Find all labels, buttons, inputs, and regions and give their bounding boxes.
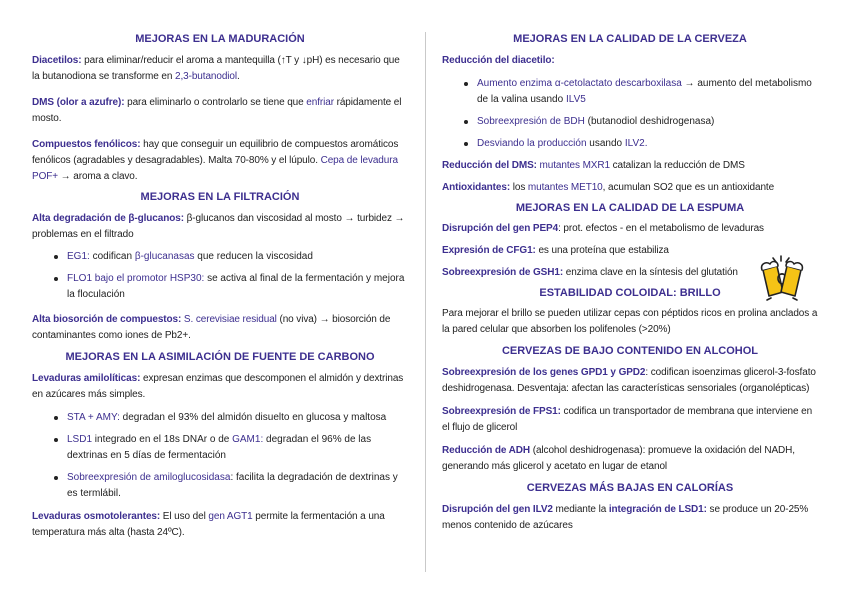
para-adh: Reducción de ADH (alcohol deshidrogenasa): promueve la oxidación del NADH, generando más glicerol y acetato en lugar de etanol <box>442 445 795 472</box>
para-glucanos: Alta degradación de β-glucanos: β-glucanos dan viscosidad al mosto → turbidez → problemas en el filtrado <box>32 213 405 240</box>
para-dms: DMS (olor a azufre): para eliminarlo o controlarlo se tiene que enfriar rápidamente el mosto. <box>32 97 402 124</box>
para-gpd: Sobreexpresión de los genes GPD1 y GPD2: codifican isoenzimas glicerol-3-fosfato deshidrogenasa. Desventaja: afectan las características sensoriales (organolépticas) <box>442 367 816 394</box>
list-item: STA + AMY: degradan el 93% del almidón disuelto en glucosa y maltosa <box>32 410 408 426</box>
list-item: Aumento enzima α-cetolactato descarboxilasa → aumento del metabolismo de la valina usando ILV5 <box>442 76 818 108</box>
para-cfg1: Expresión de CFG1: es una proteína que estabiliza <box>442 245 669 256</box>
para-reduccion-diacetilo: Reducción del diacetilo: <box>442 55 555 66</box>
column-divider <box>425 32 426 572</box>
para-gsh1: Sobreexpresión de GSH1: enzima clave en la síntesis del glutatión <box>442 267 738 278</box>
para-diacetilos: Diacetilos: para eliminar/reducir el aroma a mantequilla (↑T y ↓pH) es necesario que la butanodiona se transforme en 2,3-butanodiol. <box>32 55 400 82</box>
list-item: Desviando la producción usando ILV2. <box>442 136 818 152</box>
beer-mugs-icon <box>757 252 807 304</box>
list-item: LSD1 integrado en el 18s DNAr o de GAM1: degradan el 96% de las dextrinas en 5 días de fermentación <box>32 432 408 464</box>
para-reduccion-dms: Reducción del DMS: mutantes MXR1 catalizan la reducción de DMS <box>442 160 745 171</box>
list-item: Sobreexpresión de amiloglucosidasa: facilita la degradación de dextrinas y es termlábil. <box>32 470 408 502</box>
para-pep4: Disrupción del gen PEP4: prot. efectos - en el metabolismo de levaduras <box>442 223 764 234</box>
heading-espuma: MEJORAS EN LA CALIDAD DE LA ESPUMA <box>515 202 745 214</box>
list-carbono <box>32 410 408 502</box>
para-antioxidantes: Antioxidantes: los mutantes MET10, acumulan SO2 que es un antioxidante <box>442 182 775 193</box>
heading-calidad-cerveza: MEJORAS EN LA CALIDAD DE LA CERVEZA <box>513 33 747 45</box>
list-calidad <box>442 76 818 152</box>
list-filtracion <box>32 249 408 303</box>
para-ilv2: Disrupción del gen ILV2 mediante la integración de LSD1: se produce un 20-25% menos contenido de azúcares <box>442 504 809 531</box>
heading-alcohol: CERVEZAS DE BAJO CONTENIDO EN ALCOHOL <box>501 345 759 357</box>
para-biosorcion: Alta biosorción de compuestos: S. cerevisiae residual (no viva) → biosorción de contaminantes como iones de Pb2+. <box>32 314 391 341</box>
para-fenolicos: Compuestos fenólicos: hay que conseguir un equilibrio de compuestos aromáticos fenólicos (agradables y desagradables). Malta 70-80% y el lúpulo. Cepa de levadura POF+ → aroma a clavo. <box>32 139 399 182</box>
para-osmotolerantes: Levaduras osmotolerantes: El uso del gen AGT1 permite la fermentación a una temperatura más alta (hasta 24ºC). <box>32 511 385 538</box>
para-fps1: Sobreexpresión de FPS1: codifica un transportador de membrana que interviene en el flujo de glicerol <box>442 406 813 433</box>
list-item: Sobreexpresión de BDH (butanodiol deshidrogenasa) <box>442 114 818 130</box>
para-amiloliticas: Levaduras amilolíticas: expresan enzimas que descomponen el almidón y dextrinas en azúcares más simples. <box>32 373 404 400</box>
heading-carbono: MEJORAS EN LA ASIMILACIÓN DE FUENTE DE CARBONO <box>65 351 375 363</box>
heading-maduracion: MEJORAS EN LA MADURACIÓN <box>135 33 305 45</box>
list-item: EG1: codifican β-glucanasas que reducen la viscosidad <box>32 249 408 265</box>
para-coloidal: Para mejorar el brillo se pueden utilizar cepas con péptidos ricos en prolina anclados a la pared celular que absorben los polifenoles (>20%) <box>442 308 818 335</box>
left-column <box>32 0 408 541</box>
heading-calorias: CERVEZAS MÁS BAJAS EN CALORÍAS <box>526 482 734 494</box>
list-item: FLO1 bajo el promotor HSP30: se activa al final de la fermentación y mejora la floculación <box>32 271 408 303</box>
heading-filtracion: MEJORAS EN LA FILTRACIÓN <box>140 191 300 203</box>
heading-coloidal: ESTABILIDAD COLOIDAL: BRILLO <box>539 287 721 299</box>
